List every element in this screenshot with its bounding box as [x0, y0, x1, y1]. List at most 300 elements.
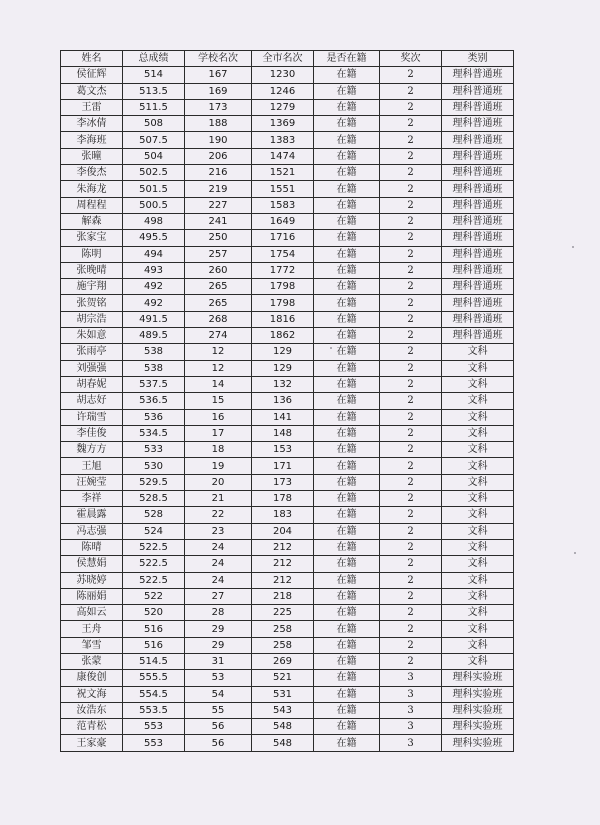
- cell-category: 文科: [442, 539, 514, 555]
- cell-award-level: 2: [380, 393, 442, 409]
- cell-enrolled: 在籍: [314, 523, 380, 539]
- cell-school-rank: 216: [185, 165, 252, 181]
- cell-total-score: 513.5: [123, 83, 185, 99]
- table-row: [61, 344, 514, 360]
- table-row: [61, 376, 514, 392]
- cell-name: 胡春妮: [61, 376, 123, 392]
- cell-city-rank: 178: [252, 491, 314, 507]
- cell-school-rank: 21: [185, 491, 252, 507]
- cell-total-score: 491.5: [123, 311, 185, 327]
- cell-school-rank: 23: [185, 523, 252, 539]
- cell-city-rank: 132: [252, 376, 314, 392]
- cell-award-level: 2: [380, 213, 442, 229]
- cell-enrolled: 在籍: [314, 197, 380, 213]
- scan-speck: [574, 552, 576, 554]
- cell-total-score: 507.5: [123, 132, 185, 148]
- cell-city-rank: 1583: [252, 197, 314, 213]
- cell-category: 文科: [442, 491, 514, 507]
- cell-total-score: 514.5: [123, 653, 185, 669]
- cell-award-level: 2: [380, 246, 442, 262]
- header-award-level: 奖次: [380, 51, 442, 67]
- cell-enrolled: 在籍: [314, 393, 380, 409]
- cell-award-level: 2: [380, 311, 442, 327]
- cell-city-rank: 1798: [252, 295, 314, 311]
- cell-award-level: 2: [380, 165, 442, 181]
- cell-category: 文科: [442, 605, 514, 621]
- cell-category: 理科普通班: [442, 67, 514, 83]
- cell-city-rank: 1246: [252, 83, 314, 99]
- cell-enrolled: 在籍: [314, 230, 380, 246]
- cell-name: 葛文杰: [61, 83, 123, 99]
- header-city-rank: 全市名次: [252, 51, 314, 67]
- cell-city-rank: 269: [252, 653, 314, 669]
- table-row: [61, 605, 514, 621]
- cell-total-score: 538: [123, 344, 185, 360]
- cell-school-rank: 265: [185, 295, 252, 311]
- cell-school-rank: 257: [185, 246, 252, 262]
- cell-category: 理科普通班: [442, 279, 514, 295]
- cell-enrolled: 在籍: [314, 735, 380, 751]
- table-row: [61, 409, 514, 425]
- cell-name: 苏晓婷: [61, 572, 123, 588]
- cell-city-rank: 1279: [252, 99, 314, 115]
- cell-city-rank: 1649: [252, 213, 314, 229]
- table-row: [61, 246, 514, 262]
- cell-city-rank: 218: [252, 588, 314, 604]
- cell-enrolled: 在籍: [314, 116, 380, 132]
- cell-city-rank: 258: [252, 621, 314, 637]
- cell-category: 理科普通班: [442, 262, 514, 278]
- table-row: [61, 686, 514, 702]
- results-table: [60, 50, 514, 752]
- cell-name: 张蒙: [61, 653, 123, 669]
- cell-enrolled: 在籍: [314, 67, 380, 83]
- cell-school-rank: 241: [185, 213, 252, 229]
- cell-category: 文科: [442, 344, 514, 360]
- cell-school-rank: 31: [185, 653, 252, 669]
- cell-award-level: 3: [380, 686, 442, 702]
- cell-enrolled: 在籍: [314, 99, 380, 115]
- cell-enrolled: 在籍: [314, 262, 380, 278]
- cell-name: 侯征辉: [61, 67, 123, 83]
- table-row: [61, 67, 514, 83]
- table-row: [61, 311, 514, 327]
- table-row: [61, 213, 514, 229]
- cell-category: 理科实验班: [442, 686, 514, 702]
- cell-name: 张家宝: [61, 230, 123, 246]
- cell-school-rank: 268: [185, 311, 252, 327]
- table-row: [61, 491, 514, 507]
- cell-total-score: 516: [123, 621, 185, 637]
- table-row: [61, 132, 514, 148]
- cell-school-rank: 167: [185, 67, 252, 83]
- cell-category: 文科: [442, 442, 514, 458]
- cell-award-level: 2: [380, 197, 442, 213]
- cell-name: 祝文海: [61, 686, 123, 702]
- table-row: [61, 148, 514, 164]
- cell-award-level: 2: [380, 588, 442, 604]
- cell-name: 解森: [61, 213, 123, 229]
- cell-school-rank: 29: [185, 637, 252, 653]
- cell-name: 王家豪: [61, 735, 123, 751]
- table-row: [61, 165, 514, 181]
- cell-award-level: 2: [380, 344, 442, 360]
- cell-category: 理科普通班: [442, 197, 514, 213]
- table-row: [61, 328, 514, 344]
- cell-total-score: 492: [123, 279, 185, 295]
- cell-city-rank: 1816: [252, 311, 314, 327]
- cell-school-rank: 274: [185, 328, 252, 344]
- cell-category: 理科普通班: [442, 246, 514, 262]
- cell-school-rank: 56: [185, 719, 252, 735]
- cell-enrolled: 在籍: [314, 360, 380, 376]
- cell-total-score: 494: [123, 246, 185, 262]
- table-row: [61, 523, 514, 539]
- cell-school-rank: 24: [185, 539, 252, 555]
- table-row: [61, 556, 514, 572]
- cell-award-level: 2: [380, 572, 442, 588]
- cell-category: 文科: [442, 556, 514, 572]
- cell-total-score: 555.5: [123, 670, 185, 686]
- cell-enrolled: 在籍: [314, 670, 380, 686]
- cell-award-level: 2: [380, 491, 442, 507]
- table-row: [61, 116, 514, 132]
- cell-category: 理科普通班: [442, 148, 514, 164]
- cell-city-rank: 531: [252, 686, 314, 702]
- cell-school-rank: 22: [185, 507, 252, 523]
- cell-award-level: 2: [380, 653, 442, 669]
- cell-name: 周程程: [61, 197, 123, 213]
- cell-school-rank: 54: [185, 686, 252, 702]
- cell-category: 理科实验班: [442, 735, 514, 751]
- cell-total-score: 538: [123, 360, 185, 376]
- cell-enrolled: 在籍: [314, 165, 380, 181]
- cell-award-level: 2: [380, 132, 442, 148]
- cell-award-level: 2: [380, 148, 442, 164]
- cell-name: 侯慧娟: [61, 556, 123, 572]
- header-name: 姓名: [61, 51, 123, 67]
- cell-enrolled: 在籍: [314, 653, 380, 669]
- cell-city-rank: 1383: [252, 132, 314, 148]
- table-row: [61, 637, 514, 653]
- cell-enrolled: 在籍: [314, 588, 380, 604]
- cell-name: 汪婉莹: [61, 474, 123, 490]
- cell-city-rank: 521: [252, 670, 314, 686]
- cell-total-score: 508: [123, 116, 185, 132]
- cell-award-level: 2: [380, 409, 442, 425]
- cell-total-score: 553: [123, 719, 185, 735]
- table-row: [61, 83, 514, 99]
- cell-school-rank: 27: [185, 588, 252, 604]
- cell-award-level: 2: [380, 474, 442, 490]
- cell-category: 文科: [442, 425, 514, 441]
- cell-total-score: 520: [123, 605, 185, 621]
- cell-category: 文科: [442, 376, 514, 392]
- cell-award-level: 2: [380, 523, 442, 539]
- cell-city-rank: 136: [252, 393, 314, 409]
- cell-category: 理科普通班: [442, 116, 514, 132]
- cell-category: 文科: [442, 653, 514, 669]
- cell-name: 汝浩东: [61, 702, 123, 718]
- cell-award-level: 2: [380, 116, 442, 132]
- cell-award-level: 2: [380, 360, 442, 376]
- cell-school-rank: 55: [185, 702, 252, 718]
- cell-school-rank: 17: [185, 425, 252, 441]
- cell-city-rank: 225: [252, 605, 314, 621]
- cell-name: 冯志强: [61, 523, 123, 539]
- cell-total-score: 493: [123, 262, 185, 278]
- cell-school-rank: 16: [185, 409, 252, 425]
- cell-total-score: 528.5: [123, 491, 185, 507]
- cell-enrolled: 在籍: [314, 425, 380, 441]
- cell-school-rank: 20: [185, 474, 252, 490]
- cell-name: 高如云: [61, 605, 123, 621]
- cell-school-rank: 56: [185, 735, 252, 751]
- cell-enrolled: 在籍: [314, 83, 380, 99]
- cell-name: 陈明: [61, 246, 123, 262]
- cell-school-rank: 28: [185, 605, 252, 621]
- cell-school-rank: 188: [185, 116, 252, 132]
- cell-city-rank: 1521: [252, 165, 314, 181]
- cell-award-level: 2: [380, 376, 442, 392]
- cell-award-level: 2: [380, 181, 442, 197]
- cell-category: 文科: [442, 474, 514, 490]
- cell-city-rank: 212: [252, 539, 314, 555]
- cell-enrolled: 在籍: [314, 328, 380, 344]
- cell-city-rank: 212: [252, 556, 314, 572]
- cell-total-score: 537.5: [123, 376, 185, 392]
- cell-award-level: 2: [380, 262, 442, 278]
- cell-name: 许瑞雪: [61, 409, 123, 425]
- cell-city-rank: 548: [252, 719, 314, 735]
- cell-name: 魏方方: [61, 442, 123, 458]
- cell-enrolled: 在籍: [314, 686, 380, 702]
- cell-category: 理科实验班: [442, 670, 514, 686]
- cell-name: 霍晨露: [61, 507, 123, 523]
- cell-school-rank: 219: [185, 181, 252, 197]
- cell-city-rank: 1798: [252, 279, 314, 295]
- header-row: [61, 51, 514, 67]
- cell-name: 朱如意: [61, 328, 123, 344]
- cell-school-rank: 14: [185, 376, 252, 392]
- cell-category: 文科: [442, 393, 514, 409]
- cell-total-score: 522.5: [123, 556, 185, 572]
- cell-award-level: 2: [380, 507, 442, 523]
- cell-city-rank: 212: [252, 572, 314, 588]
- cell-enrolled: 在籍: [314, 279, 380, 295]
- cell-name: 李冰倩: [61, 116, 123, 132]
- scan-speck: [572, 246, 574, 248]
- table-row: [61, 702, 514, 718]
- cell-enrolled: 在籍: [314, 556, 380, 572]
- cell-total-score: 536.5: [123, 393, 185, 409]
- cell-name: 康俊创: [61, 670, 123, 686]
- cell-category: 文科: [442, 572, 514, 588]
- cell-category: 理科普通班: [442, 328, 514, 344]
- cell-name: 陈晴: [61, 539, 123, 555]
- cell-city-rank: 204: [252, 523, 314, 539]
- cell-category: 理科普通班: [442, 213, 514, 229]
- cell-award-level: 3: [380, 670, 442, 686]
- cell-name: 胡志好: [61, 393, 123, 409]
- cell-school-rank: 29: [185, 621, 252, 637]
- table-row: [61, 262, 514, 278]
- cell-school-rank: 250: [185, 230, 252, 246]
- cell-category: 文科: [442, 458, 514, 474]
- cell-enrolled: 在籍: [314, 311, 380, 327]
- cell-category: 理科普通班: [442, 311, 514, 327]
- cell-total-score: 553.5: [123, 702, 185, 718]
- table-row: [61, 670, 514, 686]
- header-enrolled: 是否在籍: [314, 51, 380, 67]
- cell-total-score: 511.5: [123, 99, 185, 115]
- cell-category: 理科实验班: [442, 719, 514, 735]
- cell-enrolled: 在籍: [314, 376, 380, 392]
- cell-city-rank: 153: [252, 442, 314, 458]
- table-row: [61, 572, 514, 588]
- cell-city-rank: 129: [252, 360, 314, 376]
- cell-name: 邹雪: [61, 637, 123, 653]
- cell-category: 理科普通班: [442, 132, 514, 148]
- cell-category: 理科普通班: [442, 181, 514, 197]
- cell-school-rank: 265: [185, 279, 252, 295]
- cell-name: 张贺铭: [61, 295, 123, 311]
- cell-school-rank: 169: [185, 83, 252, 99]
- cell-city-rank: 1474: [252, 148, 314, 164]
- cell-award-level: 2: [380, 637, 442, 653]
- cell-award-level: 2: [380, 99, 442, 115]
- cell-name: 张曈: [61, 148, 123, 164]
- cell-total-score: 501.5: [123, 181, 185, 197]
- cell-enrolled: 在籍: [314, 181, 380, 197]
- cell-total-score: 516: [123, 637, 185, 653]
- cell-total-score: 522.5: [123, 572, 185, 588]
- table-row: [61, 230, 514, 246]
- cell-city-rank: 1862: [252, 328, 314, 344]
- cell-award-level: 2: [380, 425, 442, 441]
- cell-total-score: 500.5: [123, 197, 185, 213]
- cell-category: 理科普通班: [442, 83, 514, 99]
- cell-total-score: 492: [123, 295, 185, 311]
- cell-enrolled: 在籍: [314, 637, 380, 653]
- header-school-rank: 学校名次: [185, 51, 252, 67]
- table-row: [61, 197, 514, 213]
- cell-award-level: 3: [380, 735, 442, 751]
- cell-enrolled: 在籍: [314, 491, 380, 507]
- cell-award-level: 2: [380, 279, 442, 295]
- cell-enrolled: 在籍: [314, 344, 380, 360]
- cell-school-rank: 12: [185, 360, 252, 376]
- cell-award-level: 2: [380, 328, 442, 344]
- cell-enrolled: 在籍: [314, 719, 380, 735]
- cell-award-level: 2: [380, 621, 442, 637]
- cell-name: 刘强强: [61, 360, 123, 376]
- cell-school-rank: 53: [185, 670, 252, 686]
- cell-total-score: 522.5: [123, 539, 185, 555]
- cell-school-rank: 260: [185, 262, 252, 278]
- cell-total-score: 489.5: [123, 328, 185, 344]
- cell-award-level: 2: [380, 442, 442, 458]
- cell-school-rank: 18: [185, 442, 252, 458]
- cell-city-rank: 171: [252, 458, 314, 474]
- cell-total-score: 498: [123, 213, 185, 229]
- table-row: [61, 539, 514, 555]
- cell-name: 陈丽娟: [61, 588, 123, 604]
- cell-name: 王旭: [61, 458, 123, 474]
- table-row: [61, 393, 514, 409]
- cell-enrolled: 在籍: [314, 572, 380, 588]
- cell-city-rank: 141: [252, 409, 314, 425]
- cell-award-level: 2: [380, 295, 442, 311]
- cell-city-rank: 173: [252, 474, 314, 490]
- table-row: [61, 621, 514, 637]
- cell-city-rank: 548: [252, 735, 314, 751]
- cell-total-score: 528: [123, 507, 185, 523]
- cell-award-level: 2: [380, 539, 442, 555]
- cell-enrolled: 在籍: [314, 621, 380, 637]
- cell-school-rank: 24: [185, 556, 252, 572]
- cell-total-score: 495.5: [123, 230, 185, 246]
- cell-city-rank: 1716: [252, 230, 314, 246]
- cell-category: 文科: [442, 637, 514, 653]
- cell-award-level: 3: [380, 702, 442, 718]
- cell-school-rank: 24: [185, 572, 252, 588]
- cell-total-score: 536: [123, 409, 185, 425]
- table-row: [61, 719, 514, 735]
- cell-name: 王舟: [61, 621, 123, 637]
- cell-enrolled: 在籍: [314, 246, 380, 262]
- header-total-score: 总成绩: [123, 51, 185, 67]
- table-row: [61, 588, 514, 604]
- table-row: [61, 507, 514, 523]
- cell-award-level: 3: [380, 719, 442, 735]
- cell-enrolled: 在籍: [314, 702, 380, 718]
- cell-category: 文科: [442, 409, 514, 425]
- cell-enrolled: 在籍: [314, 474, 380, 490]
- cell-school-rank: 19: [185, 458, 252, 474]
- cell-category: 文科: [442, 621, 514, 637]
- cell-enrolled: 在籍: [314, 507, 380, 523]
- cell-category: 文科: [442, 360, 514, 376]
- cell-total-score: 553: [123, 735, 185, 751]
- cell-award-level: 2: [380, 605, 442, 621]
- cell-name: 李俊杰: [61, 165, 123, 181]
- cell-name: 胡宗浩: [61, 311, 123, 327]
- cell-award-level: 2: [380, 67, 442, 83]
- cell-enrolled: 在籍: [314, 295, 380, 311]
- cell-name: 张晚晴: [61, 262, 123, 278]
- cell-city-rank: 543: [252, 702, 314, 718]
- scan-speck: [330, 347, 332, 349]
- cell-category: 理科实验班: [442, 702, 514, 718]
- cell-total-score: 524: [123, 523, 185, 539]
- cell-enrolled: 在籍: [314, 148, 380, 164]
- cell-school-rank: 15: [185, 393, 252, 409]
- cell-name: 范青松: [61, 719, 123, 735]
- cell-name: 李海班: [61, 132, 123, 148]
- table-row: [61, 425, 514, 441]
- cell-award-level: 2: [380, 556, 442, 572]
- table-row: [61, 458, 514, 474]
- cell-category: 理科普通班: [442, 165, 514, 181]
- cell-name: 张雨亭: [61, 344, 123, 360]
- cell-total-score: 554.5: [123, 686, 185, 702]
- cell-city-rank: 1230: [252, 67, 314, 83]
- cell-category: 理科普通班: [442, 230, 514, 246]
- table-row: [61, 442, 514, 458]
- cell-category: 文科: [442, 588, 514, 604]
- table-row: [61, 653, 514, 669]
